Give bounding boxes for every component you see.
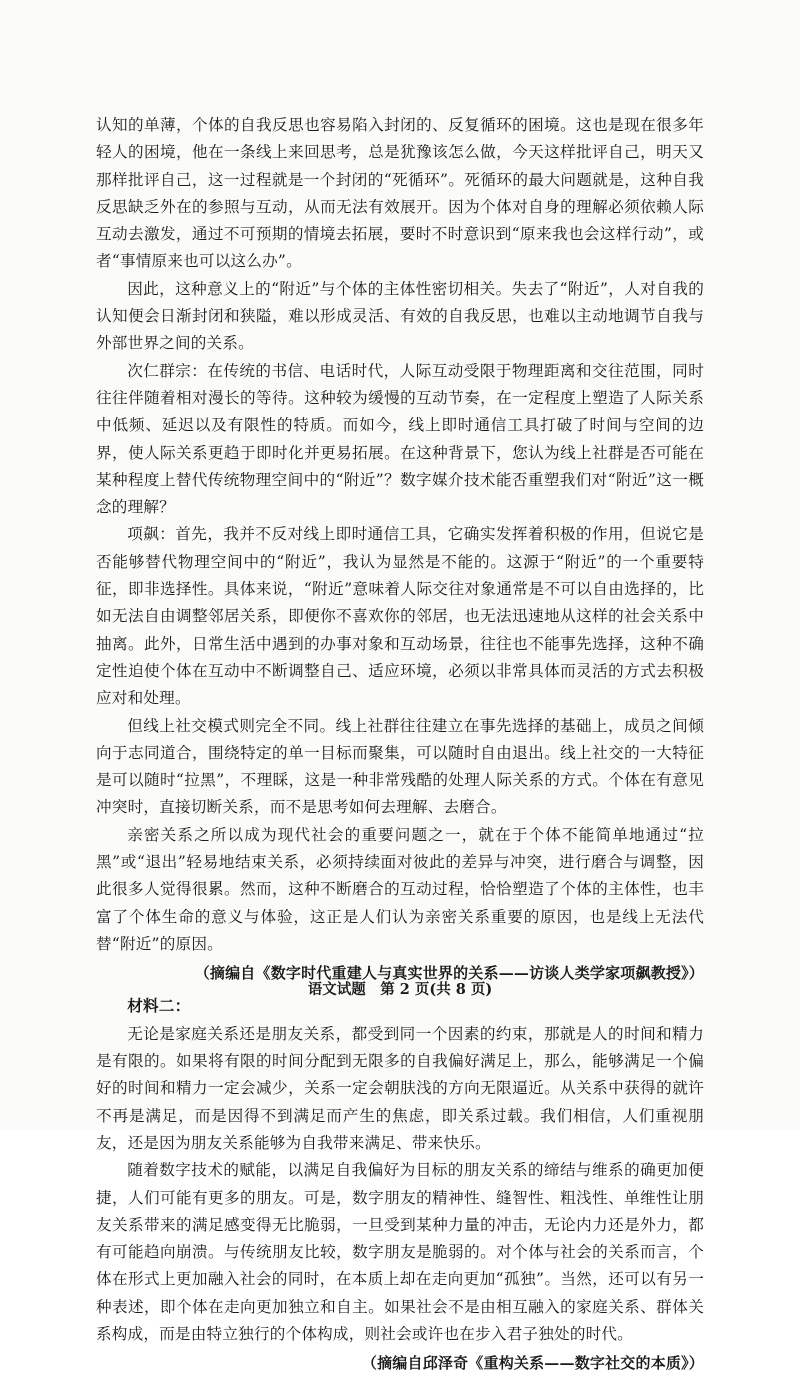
page-footer: 语文试题 第 2 页(共 8 页) (307, 981, 493, 998)
material-2-paragraph-2: 随着数字技术的赋能，以满足自我偏好为目标的朋友关系的缔结与维系的确更加便捷，人们可能有更多的朋友。可是，数字朋友的精神性、缝智性、粗浅性、单维性让朋友关系带来的满足感变得无比脆弱，一旦受到某种力量的冲击，无论内力还是外力，都有可能趋向崩溃。与传统朋友比较，数字朋友是脆弱的。对个体与社会的关系而言，个体在形式上更加融入社会的同时，在本质上却在走向更加“孤独”。当然，还可以有另一种表述，即个体在走向更加独立和自主。如果社会不是由相互融入的家庭关系、群体关系构成，而是由特立独行的个体构成，则社会或许也在步入君子独处的时代。 (96, 1161, 704, 1344)
source-citation-1: （摘编自《数字时代重建人与真实世界的关系——访谈人类学家项飙教授》） (194, 964, 704, 983)
source-citation-2: （摘编自邱泽奇《重构关系——数字社交的本质》） (361, 1354, 704, 1373)
paragraph-4: 项飙：首先，我并不反对线上即时通信工具，它确实发挥着积极的作用，但说它是否能够替代物理空间中的“附近”，我认为显然是不能的。这源于“附近”的一个重要特征，即非选择性。具体来说，“附近”意味着人际交往对象通常是不可以自由选择的，比如无法自由调整邻居关系，即便你不喜欢你的邻居，也无法迅速地从这样的社会关系中抽离。此外，日常生活中遇到的办事对象和互动场景，往往也不能事先选择，这种不确定性迫使个体在互动中不断调整自己、适应环境，必须以非常具体而灵活的方式去积极应对和处理。 (96, 525, 704, 708)
page-content (96, 112, 704, 1382)
paragraph-5: 但线上社交模式则完全不同。线上社群往往建立在事先选择的基础上，成员之间倾向于志同道合，围绕特定的单一目标而聚集，可以随时自由退出。线上社交的一大特征是可以随时“拉黑”，不理睬，这是一种非常残酷的处理人际关系的方式。个体在有意见冲突时，直接切断关系，而不是思考如何去理解、去磨合。 (96, 716, 704, 817)
material-2-heading: 材料二： (127, 995, 191, 1015)
paragraph-1: 认知的单薄，个体的自我反思也容易陷入封闭的、反复循环的困境。这也是现在很多年轻人的困境，他在一条线上来回思考，总是犹豫该怎么做，今天这样批评自己，明天又那样批评自己，这一过程就是一个封闭的“死循环”。死循环的最大问题就是，这种自我反思缺乏外在的参照与互动，从而无法有效展开。因为个体对自身的理解必须依赖人际互动去激发，通过不可预期的情境去拓展，要时不时意识到“原来我也会这样行动”，或者“事情原来也可以这么办”。 (96, 116, 704, 271)
paragraph-3: 次仁群宗：在传统的书信、电话时代，人际互动受限于物理距离和交往范围，同时往往伴随着相对漫长的等待。这种较为缓慢的互动节奏，在一定程度上塑造了人际关系中低频、延迟以及有限性的特质。而如今，线上即时通信工具打破了时间与空间的边界，使人际关系更趋于即时化并更易拓展。在这种背景下，您认为线上社群是否可能在某种程度上替代传统物理空间中的“附近”？数字媒介技术能否重塑我们对“附近”这一概念的理解？ (96, 361, 704, 517)
paragraph-6: 亲密关系之所以成为现代社会的重要问题之一，就在于个体不能简单地通过“拉黑”或“退出”轻易地结束关系，必须持续面对彼此的差异与冲突，进行磨合与调整，因此很多人觉得很累。然而，这种不断磨合的互动过程，恰恰塑造了个体的主体性，也丰富了个体生命的意义与体验，这正是人们认为亲密关系重要的原因，也是线上无法代替“附近”的原因。 (96, 825, 704, 953)
material-2-paragraph-1: 无论是家庭关系还是朋友关系，都受到同一个因素的约束，那就是人的时间和精力是有限的。如果将有限的时间分配到无限多的自我偏好满足上，那么，能够满足一个偏好的时间和精力一定会减少，关系一定会朝肤浅的方向无限逼近。从关系中获得的就许不再是满足，而是因得不到满足而产生的焦虑，即关系过载。我们相信，人们重视朋友，还是因为朋友关系能够为自我带来满足、带来快乐。 (96, 1024, 704, 1152)
paragraph-2: 因此，这种意义上的“附近”与个体的主体性密切相关。失去了“附近”，人对自我的认知便会日渐封闭和狭隘，难以形成灵活、有效的自我反思，也难以主动地调节自我与外部世界之间的关系。 (96, 279, 704, 353)
